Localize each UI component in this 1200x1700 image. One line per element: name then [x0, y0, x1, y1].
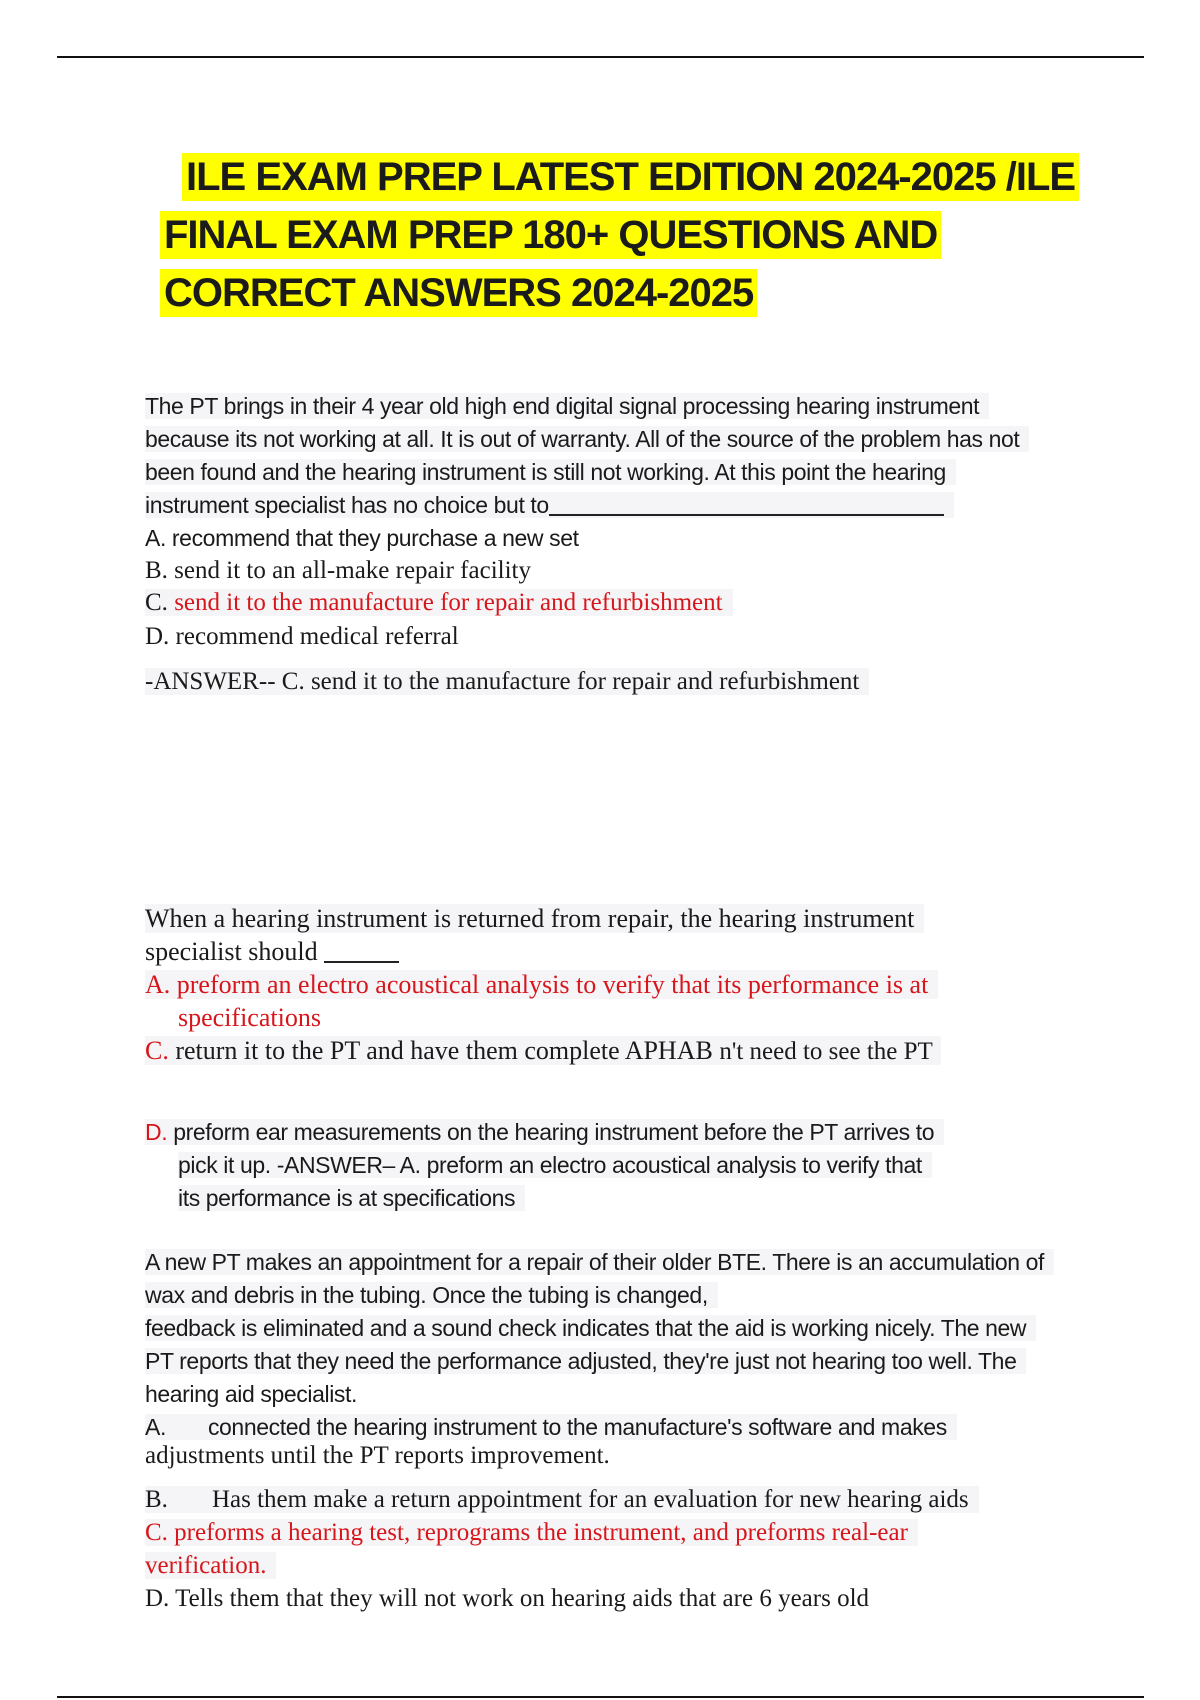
q1-option-c [145, 586, 1029, 620]
q3-option-a [145, 1411, 1054, 1443]
q3-option-b-text: Has them make a return appointment for an evaluation for new hearing aids [211, 1486, 969, 1513]
q3-option-c-cont [145, 1549, 1054, 1582]
q3-stem-line-3: feedback is eliminated and a sound check indicates that the aid is working nicely. The new [145, 1315, 1036, 1341]
question-2 [145, 902, 941, 1068]
q3-option-a-text: connected the hearing instrument to the manufacture's software and makes [207, 1414, 947, 1440]
q2-option-d-cont-2 [145, 1182, 944, 1215]
q1-answer-text: -ANSWER-- C. send it to the manufacture for repair and refurbishment [145, 668, 869, 695]
q3-option-d-partial: D. Tells them that they will not work on hearing aids that are 6 years old [145, 1585, 870, 1612]
q2-stem-line-1 [145, 902, 941, 935]
q3-option-c [145, 1516, 1054, 1549]
q1-stem-line-3: been found and the hearing instrument is still not working. At this point the hearing [145, 459, 956, 485]
answer-blank [549, 490, 944, 516]
q2-option-d-line-3: its performance is at specifications [178, 1185, 525, 1211]
question-1 [145, 390, 1029, 698]
q2-option-d-line-2: pick it up. -ANSWER– A. preform an electro acoustical analysis to verify that [178, 1152, 932, 1178]
top-rule [57, 56, 1144, 58]
q2-option-d-text: preform ear measurements on the hearing instrument before the PT arrives to [173, 1119, 935, 1145]
bottom-rule [57, 1696, 1144, 1698]
q1-option-d: D. recommend medical referral [145, 623, 459, 650]
q2-stem-text-2: specialist should [145, 937, 318, 966]
q1-stem-line-1: The PT brings in their 4 year old high end digital signal processing hearing instrument [145, 393, 989, 419]
q3-stem-line-5: hearing aid specialist. [145, 1381, 357, 1407]
q3-option-c-line-2: verification. [145, 1552, 276, 1579]
q3-option-b [145, 1483, 1054, 1516]
title-line-2: FINAL EXAM PREP 180+ QUESTIONS AND [160, 211, 941, 259]
q1-stem-line-2: because its not working at all. It is out of warranty. All of the source of the problem has not [145, 426, 1029, 452]
q1-option-b: B. send it to an all-make repair facility [145, 557, 531, 584]
q3-option-d-cut [145, 1582, 1054, 1612]
q1-answer [145, 665, 1029, 698]
q3-option-c-line-1: C. preforms a hearing test, reprograms the instrument, and preforms real-ear [145, 1519, 918, 1546]
q3-stem-line-2: wax and debris in the tubing. Once the tubing is changed, [145, 1282, 718, 1308]
document-title [160, 148, 1120, 322]
q2-option-c-text: return it to the PT and have them complete APHAB [175, 1036, 713, 1065]
title-line-1: ILE EXAM PREP LATEST EDITION 2024-2025 /ILE [182, 153, 1079, 201]
q1-option-c-text: send it to the manufacture for repair and refurbishment [174, 589, 723, 616]
question-1-stem [145, 390, 1029, 522]
q2-option-d-letter: D. [145, 1119, 168, 1145]
q2-stem-text-1: When a hearing instrument is returned from repair, the hearing instrument [145, 904, 924, 933]
question-2-option-d [145, 1116, 944, 1215]
q3-option-b-letter: B. [145, 1486, 168, 1513]
q1-option-a: A. recommend that they purchase a new set [145, 525, 579, 551]
q2-option-d [145, 1116, 944, 1149]
q3-stem-line-1: A new PT makes an appointment for a repair of their older BTE. There is an accumulation of [145, 1249, 1054, 1275]
q1-stem-line-4: instrument specialist has no choice but to [145, 492, 549, 518]
q2-stem-line-2 [145, 935, 941, 968]
q2-option-c [145, 1034, 941, 1068]
q2-option-a-cont: specifications [178, 1003, 321, 1032]
q2-option-c-letter: C. [145, 1036, 169, 1065]
q1-option-c-letter: C. [145, 589, 168, 616]
q2-option-c-tail: n't need to see the PT [719, 1038, 933, 1065]
q2-option-a [145, 968, 941, 1001]
q3-option-a-letter: A. [145, 1414, 166, 1440]
q2-option-a-line-1: A. preform an electro acoustical analysis to verify that its performance is at [145, 970, 938, 999]
question-3 [145, 1246, 1054, 1612]
q3-option-a-cont: adjustments until the PT reports improvement. [145, 1442, 610, 1469]
title-line-3: CORRECT ANSWERS 2024-2025 [160, 269, 757, 317]
answer-blank [324, 937, 399, 963]
q3-stem-line-4: PT reports that they need the performance adjusted, they're just not hearing too well. The [145, 1348, 1026, 1374]
q2-option-d-cont-1 [145, 1149, 944, 1182]
